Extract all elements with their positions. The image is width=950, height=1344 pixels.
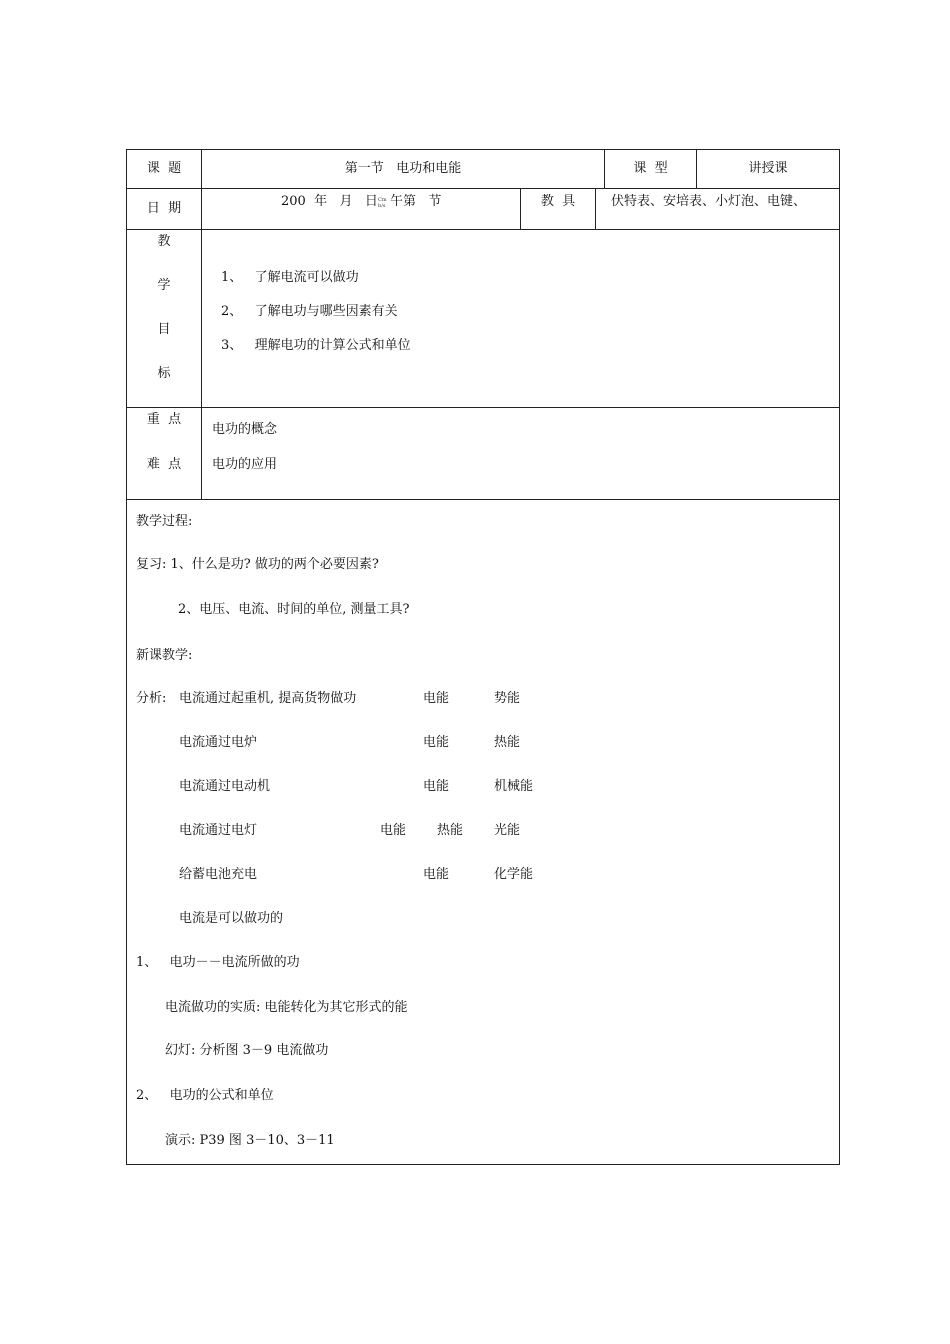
analysis-to-5: 化学能 [494,867,534,882]
analysis-case-3: 电流通过电动机 [179,779,271,794]
objectives-label-char-3: 目 [157,322,171,337]
date-value: 200 年 月 日 [281,194,378,209]
objective-item-1: 1、 了解电流可以做功 [221,270,359,285]
table-border-right [839,149,840,1165]
new-lesson-heading: 新课教学: [136,648,193,663]
key-point-label: 重 点 [146,412,182,427]
topic-value: 第一节 电功和电能 [344,161,462,176]
objectives-label-char-2: 学 [157,278,171,293]
analysis-from-3: 电能 [423,779,450,794]
type-label: 课 型 [633,161,668,176]
analysis-from-2: 电能 [423,735,450,750]
tools-value: 伏特表、安培表、小灯泡、电键、 [611,194,807,209]
row-divider-1 [126,188,840,189]
type-value: 讲授课 [748,161,788,176]
review-question-1: 复习: 1、什么是功? 做功的两个必要因素? [136,557,379,572]
tools-label: 教 具 [540,194,576,209]
row-divider-3 [126,407,840,408]
analysis-to-2: 热能 [494,735,521,750]
table-border-top [126,149,840,150]
slide-analysis: 幻灯: 分析图 3－9 电流做功 [165,1043,329,1058]
label-column-divider [201,149,202,500]
objectives-label-char-1: 教 [157,234,171,249]
key-point-value: 电功的概念 [212,422,278,437]
analysis-to-1: 势能 [494,691,521,706]
row-divider-4 [126,499,840,500]
analysis-case-4: 电流通过电灯 [179,823,258,838]
table-border-bottom [126,1164,840,1165]
analysis-to-4: 光能 [494,823,521,838]
date-period: 午第 节 [390,194,442,209]
objective-item-3: 3、 理解电功的计算公式和单位 [221,338,411,353]
analysis-case-2: 电流通过电炉 [179,735,258,750]
section-2-heading: 2、 电功的公式和单位 [136,1088,274,1103]
analysis-from-1: 电能 [423,691,450,706]
analysis-from-4: 电能 [380,823,407,838]
analysis-conclusion: 电流是可以做功的 [179,911,284,926]
date-small-bottom: b/s [378,203,386,209]
electric-work-essence: 电流做功的实质: 电能转化为其它形式的能 [165,1000,408,1015]
analysis-prefix: 分析: [136,691,167,706]
objective-item-2: 2、 了解电功与哪些因素有关 [221,304,398,319]
analysis-mid-4: 热能 [437,823,464,838]
analysis-to-3: 机械能 [494,779,534,794]
demonstration: 演示: P39 图 3－10、3－11 [165,1133,335,1148]
tools-value-divider [595,188,596,230]
analysis-case-1: 电流通过起重机, 提高货物做功 [179,691,357,706]
table-border-left [126,149,127,1165]
analysis-case-5: 给蓄电池充电 [179,867,258,882]
difficult-point-value: 电功的应用 [212,457,278,472]
row-divider-2 [126,229,840,230]
section-1-heading: 1、 电功－－电流所做的功 [136,955,300,970]
topic-label: 课 题 [146,161,182,176]
objectives-label-char-4: 标 [157,366,171,381]
date-small-top: Cm [378,197,387,203]
difficult-point-label: 难 点 [146,457,182,472]
date-label: 日 期 [146,201,182,216]
process-title: 教学过程: [136,514,193,529]
review-question-2: 2、电压、电流、时间的单位, 测量工具? [178,602,410,617]
analysis-from-5: 电能 [423,867,450,882]
